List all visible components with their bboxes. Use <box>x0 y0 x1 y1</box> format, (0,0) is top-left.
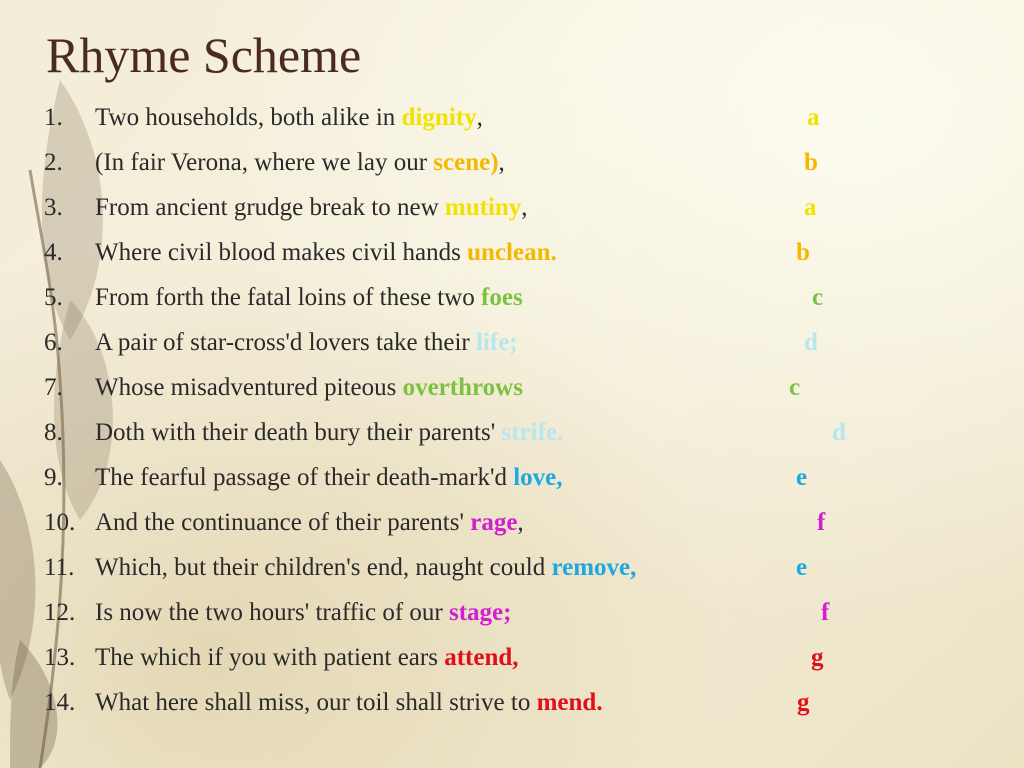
line-number: 14. <box>44 689 76 716</box>
rhyme-word: rage <box>470 509 518 536</box>
rhyme-letter: a <box>807 104 820 131</box>
list-item <box>44 278 944 323</box>
list-item <box>44 458 944 503</box>
line-text <box>95 509 524 537</box>
rhyme-letter: a <box>804 194 817 221</box>
trailing-punctuation: , <box>498 149 505 176</box>
line-text <box>95 419 563 447</box>
line-number: 6. <box>44 329 63 356</box>
list-item <box>44 683 944 728</box>
rhyme-letter: d <box>832 419 846 446</box>
line-text <box>95 644 519 672</box>
line-plain-text: Two households, both alike in <box>95 104 402 131</box>
rhyme-lines-list <box>44 98 944 728</box>
rhyme-letter: f <box>821 599 830 626</box>
trailing-punctuation: , <box>517 509 524 536</box>
rhyme-word: love, <box>513 464 563 491</box>
line-plain-text: Where civil blood makes civil hands <box>95 239 468 266</box>
rhyme-word: dignity <box>401 104 477 131</box>
list-item <box>44 368 944 413</box>
rhyme-word: strife. <box>501 419 564 446</box>
line-plain-text: Doth with their death bury their parents' <box>95 419 502 446</box>
rhyme-word: scene) <box>433 149 499 176</box>
line-plain-text: (In fair Verona, where we lay our <box>95 149 434 176</box>
line-text <box>95 689 603 717</box>
rhyme-letter: g <box>797 689 810 716</box>
rhyme-letter: b <box>804 149 818 176</box>
line-text <box>95 464 563 492</box>
line-text <box>95 374 523 402</box>
rhyme-letter: d <box>804 329 818 356</box>
line-plain-text: The which if you with patient ears <box>95 644 445 671</box>
line-number: 3. <box>44 194 63 221</box>
line-number: 9. <box>44 464 63 491</box>
rhyme-word: unclean. <box>467 239 557 266</box>
list-item <box>44 638 944 683</box>
rhyme-letter: f <box>817 509 826 536</box>
rhyme-letter: g <box>811 644 824 671</box>
line-number: 2. <box>44 149 63 176</box>
line-text <box>95 329 518 357</box>
line-number: 10. <box>44 509 76 536</box>
line-number: 12. <box>44 599 76 626</box>
line-number: 4. <box>44 239 63 266</box>
line-number: 8. <box>44 419 63 446</box>
rhyme-word: overthrows <box>402 374 523 401</box>
rhyme-letter: b <box>796 239 810 266</box>
rhyme-letter: e <box>796 554 808 581</box>
trailing-punctuation: , <box>476 104 483 131</box>
line-plain-text: Which, but their children's end, naught could <box>95 554 552 581</box>
line-text <box>95 194 528 222</box>
line-plain-text: Is now the two hours' traffic of our <box>95 599 449 626</box>
line-plain-text: The fearful passage of their death-mark'd <box>95 464 514 491</box>
line-text <box>95 104 483 132</box>
line-number: 1. <box>44 104 63 131</box>
line-plain-text: From forth the fatal loins of these two <box>95 284 482 311</box>
rhyme-word: remove, <box>551 554 637 581</box>
line-text <box>95 599 511 627</box>
line-plain-text: And the continuance of their parents' <box>95 509 471 536</box>
list-item <box>44 233 944 278</box>
rhyme-word: foes <box>481 284 523 311</box>
line-plain-text: What here shall miss, our toil shall strive to <box>95 689 537 716</box>
line-number: 11. <box>44 554 75 581</box>
line-text <box>95 554 636 582</box>
line-text <box>95 149 505 177</box>
list-item <box>44 143 944 188</box>
trailing-punctuation: , <box>521 194 528 221</box>
list-item <box>44 593 944 638</box>
list-item <box>44 323 944 368</box>
rhyme-word: mutiny <box>444 194 522 221</box>
rhyme-letter: e <box>796 464 808 491</box>
line-plain-text: Whose misadventured piteous <box>95 374 403 401</box>
page-title: Rhyme Scheme <box>46 27 362 83</box>
rhyme-word: attend, <box>444 644 519 671</box>
line-text <box>95 239 557 267</box>
rhyme-word: mend. <box>536 689 603 716</box>
list-item <box>44 98 944 143</box>
list-item <box>44 548 944 593</box>
rhyme-word: life; <box>475 329 518 356</box>
line-number: 13. <box>44 644 76 671</box>
list-item <box>44 188 944 233</box>
line-text <box>95 284 523 312</box>
line-plain-text: From ancient grudge break to new <box>95 194 445 221</box>
list-item <box>44 503 944 548</box>
rhyme-word: stage; <box>448 599 512 626</box>
line-plain-text: A pair of star-cross'd lovers take their <box>95 329 476 356</box>
line-number: 5. <box>44 284 63 311</box>
rhyme-letter: c <box>812 284 824 311</box>
line-number: 7. <box>44 374 63 401</box>
list-item <box>44 413 944 458</box>
rhyme-letter: c <box>789 374 801 401</box>
